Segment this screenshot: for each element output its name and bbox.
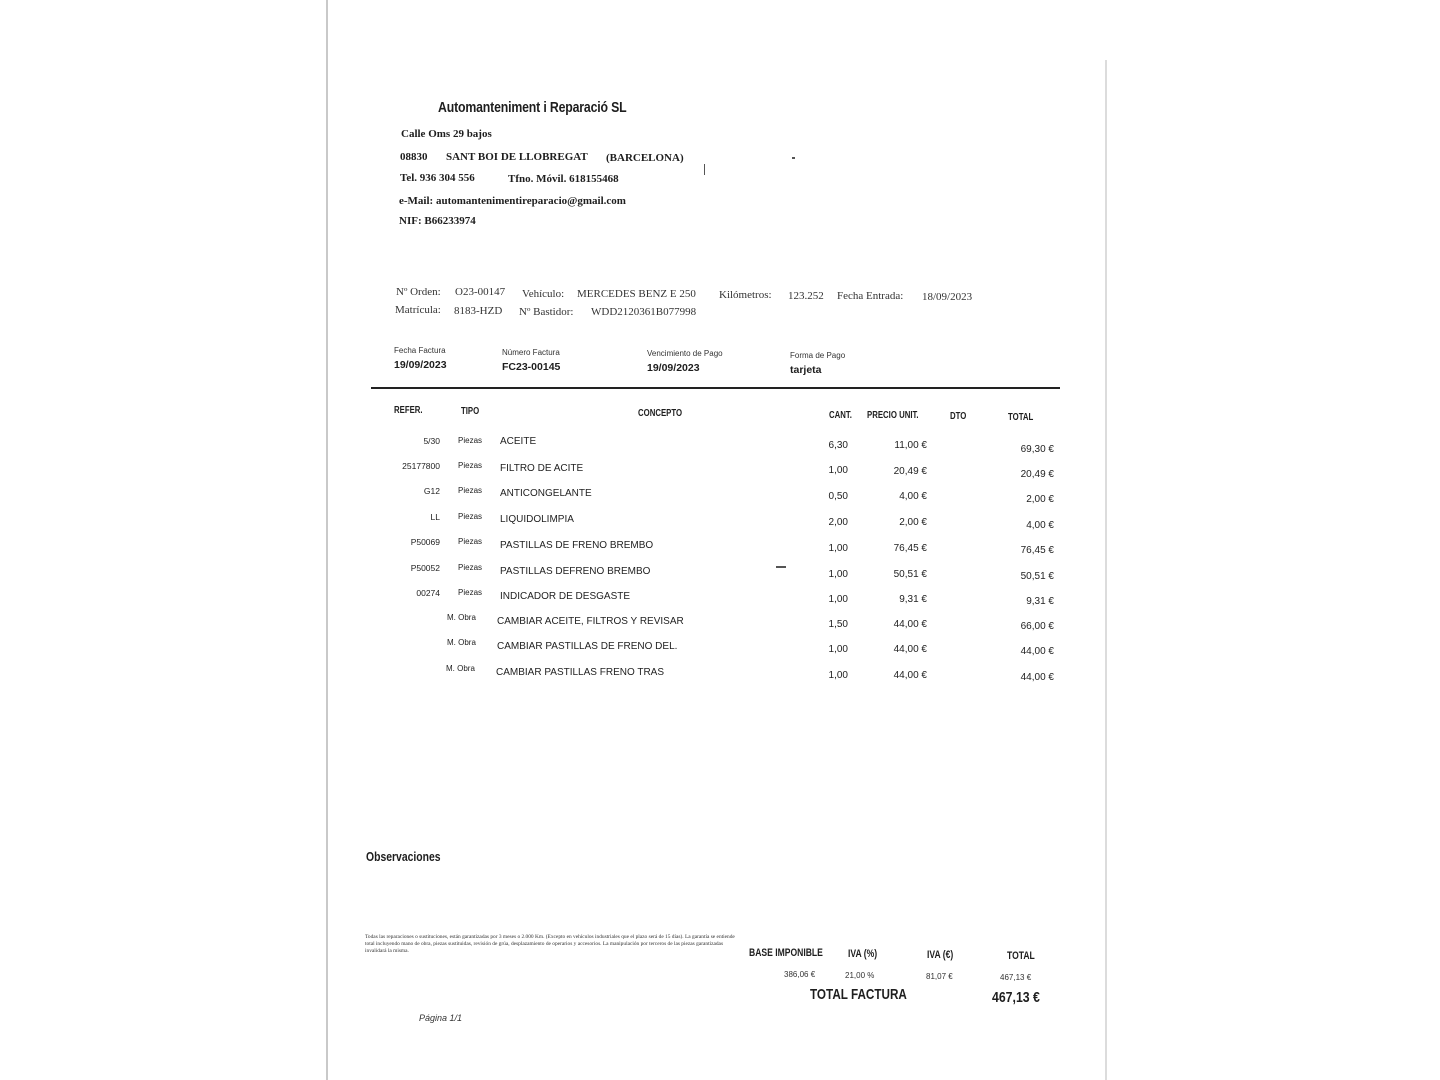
row-total: 69,30 € [1020, 444, 1054, 455]
header-divider [371, 387, 1060, 389]
row-tipo: M. Obra [447, 638, 476, 647]
table-row [0, 664, 1440, 684]
row-cant: 2,00 [828, 517, 848, 528]
scan-mark [704, 164, 705, 175]
row-concepto: PASTILLAS DE FRENO BREMBO [500, 540, 654, 551]
table-row [0, 638, 1440, 658]
company-nif: NIF: B66233974 [399, 215, 476, 227]
row-precio: 2,00 € [899, 517, 927, 528]
row-concepto: CAMBIAR PASTILLAS DE FRENO DEL. [497, 641, 678, 652]
row-concepto: ACEITE [500, 436, 537, 447]
entry-date-value: 18/09/2023 [922, 291, 973, 303]
col-total-header: TOTAL [1008, 412, 1034, 423]
col-dto-header: DTO [950, 411, 967, 422]
km-label: Kilómetros: [719, 289, 772, 301]
row-cant: 1,50 [828, 619, 848, 630]
payment-method-value: tarjeta [790, 364, 822, 376]
row-concepto: CAMBIAR PASTILLAS FRENO TRAS [496, 667, 665, 678]
company-name: Automanteniment i Reparació SL [438, 99, 627, 116]
row-total: 44,00 € [1020, 672, 1054, 683]
vehicle-label: Vehículo: [522, 288, 565, 300]
invoice-total-value: 467,13 € [992, 989, 1040, 1006]
row-concepto: LIQUIDOLIMPIA [500, 514, 574, 525]
company-province: (BARCELONA) [606, 152, 684, 164]
invoice-number-value: FC23-00145 [502, 361, 561, 373]
row-ref: LL [430, 512, 440, 522]
due-date-label: Vencimiento de Pago [647, 349, 723, 358]
row-tipo: Piezas [458, 563, 483, 572]
table-row [0, 512, 1440, 532]
row-ref: 00274 [416, 588, 440, 598]
row-precio: 44,00 € [893, 644, 927, 655]
table-row [0, 613, 1440, 633]
col-ref-header: REFER. [394, 405, 423, 416]
row-tipo: M. Obra [446, 664, 475, 673]
due-date-value: 19/09/2023 [647, 362, 700, 374]
col-tipo-header: TIPO [461, 406, 480, 417]
row-ref: 5/30 [423, 436, 440, 446]
table-row [0, 436, 1440, 456]
company-city: SANT BOI DE LLOBREGAT [446, 151, 588, 163]
row-cant: 1,00 [828, 594, 848, 605]
row-concepto: ANTICONGELANTE [500, 488, 592, 499]
company-postal-code: 08830 [400, 151, 428, 163]
company-phone: Tel. 936 304 556 [400, 172, 475, 184]
row-tipo: Piezas [458, 486, 483, 495]
row-precio: 76,45 € [893, 543, 927, 554]
row-precio: 44,00 € [893, 670, 927, 681]
col-precio-header: PRECIO UNIT. [867, 410, 919, 421]
row-cant: 0,50 [828, 491, 848, 502]
row-cant: 1,00 [828, 465, 848, 476]
row-total: 20,49 € [1020, 469, 1054, 480]
row-total: 2,00 € [1026, 494, 1054, 505]
col-concepto-header: CONCEPTO [638, 408, 683, 419]
row-concepto: FILTRO DE ACITE [500, 463, 584, 474]
table-row [0, 486, 1440, 506]
scan-mark [792, 157, 795, 159]
row-tipo: Piezas [458, 461, 483, 470]
table-row [0, 537, 1440, 557]
vat-percent-label: IVA (%) [848, 948, 878, 960]
plate-label: Matrícula: [395, 304, 441, 316]
vehicle-value: MERCEDES BENZ E 250 [577, 288, 696, 300]
row-ref: G12 [423, 486, 440, 496]
row-cant: 1,00 [828, 670, 848, 681]
tax-base-value: 386,06 € [784, 970, 816, 979]
row-tipo: Piezas [458, 512, 483, 521]
row-cant: 1,00 [828, 569, 848, 580]
row-precio: 50,51 € [893, 569, 927, 580]
total-value: 467,13 € [1000, 973, 1032, 982]
row-tipo: Piezas [458, 436, 483, 445]
payment-method-label: Forma de Pago [790, 351, 846, 360]
col-cant-header: CANT. [829, 410, 852, 421]
company-email: e-Mail: automantenimentireparacio@gmail.com [399, 195, 626, 207]
row-cant: 1,00 [828, 644, 848, 655]
invoice-date-value: 19/09/2023 [394, 359, 447, 371]
company-address: Calle Oms 29 bajos [401, 128, 492, 140]
table-row [0, 588, 1440, 608]
row-ref: P50052 [410, 563, 440, 573]
vat-amount-value: 81,07 € [926, 972, 953, 981]
total-label: TOTAL [1007, 950, 1035, 962]
order-number-value: O23-00147 [455, 286, 506, 298]
row-total: 44,00 € [1020, 646, 1054, 657]
warranty-fine-print: Todas las reparaciones o sustituciones, están garantizadas por 3 meses o 2.000 Km. (Excepto en vehículos industriales que el plazo será de 15 días). La garantía se entiende total incluyendo mano de obra, piezas sustituidas, revisión de grúa, desplazamiento de operarios y accesorios. La manipulación por terceros de las piezas garantizadas invalidará la misma. [365, 934, 735, 954]
row-cant: 1,00 [828, 543, 848, 554]
row-precio: 9,31 € [899, 594, 927, 605]
row-ref: P50069 [410, 537, 440, 547]
vat-amount-label: IVA (€) [927, 949, 954, 961]
row-concepto: PASTILLAS DEFRENO BREMBO [500, 566, 651, 577]
row-precio: 20,49 € [893, 466, 927, 477]
row-ref: 25177800 [402, 461, 440, 471]
row-precio: 4,00 € [899, 491, 927, 502]
order-number-label: Nº Orden: [396, 286, 441, 298]
observations-label: Observaciones [366, 849, 441, 864]
row-cant: 6,30 [828, 440, 848, 451]
row-concepto: CAMBIAR ACEITE, FILTROS Y REVISAR [497, 616, 684, 627]
row-precio: 44,00 € [893, 619, 927, 630]
chassis-value: WDD2120361B077998 [591, 306, 697, 318]
row-tipo: Piezas [458, 537, 483, 546]
vat-percent-value: 21,00 % [845, 971, 875, 980]
row-tipo: M. Obra [447, 613, 476, 622]
row-tipo: Piezas [458, 588, 483, 597]
row-concepto: INDICADOR DE DESGASTE [500, 591, 631, 602]
km-value: 123.252 [788, 290, 824, 302]
row-total: 4,00 € [1026, 520, 1054, 531]
page-number: Página 1/1 [419, 1013, 463, 1023]
invoice-total-label: TOTAL FACTURA [810, 986, 907, 1003]
invoice-date-label: Fecha Factura [394, 346, 446, 355]
tax-base-label: BASE IMPONIBLE [749, 947, 823, 959]
table-row [0, 461, 1440, 481]
row-total: 66,00 € [1020, 621, 1054, 632]
row-total: 50,51 € [1020, 571, 1054, 582]
plate-value: 8183-HZD [454, 305, 503, 317]
company-mobile: Tfno. Móvil. 618155468 [508, 173, 619, 185]
entry-date-label: Fecha Entrada: [837, 290, 904, 302]
invoice-number-label: Número Factura [502, 348, 560, 357]
table-row [0, 563, 1440, 583]
row-precio: 11,00 € [894, 440, 927, 451]
row-total: 9,31 € [1026, 596, 1054, 607]
chassis-label: Nº Bastidor: [519, 306, 574, 318]
row-total: 76,45 € [1020, 545, 1054, 556]
